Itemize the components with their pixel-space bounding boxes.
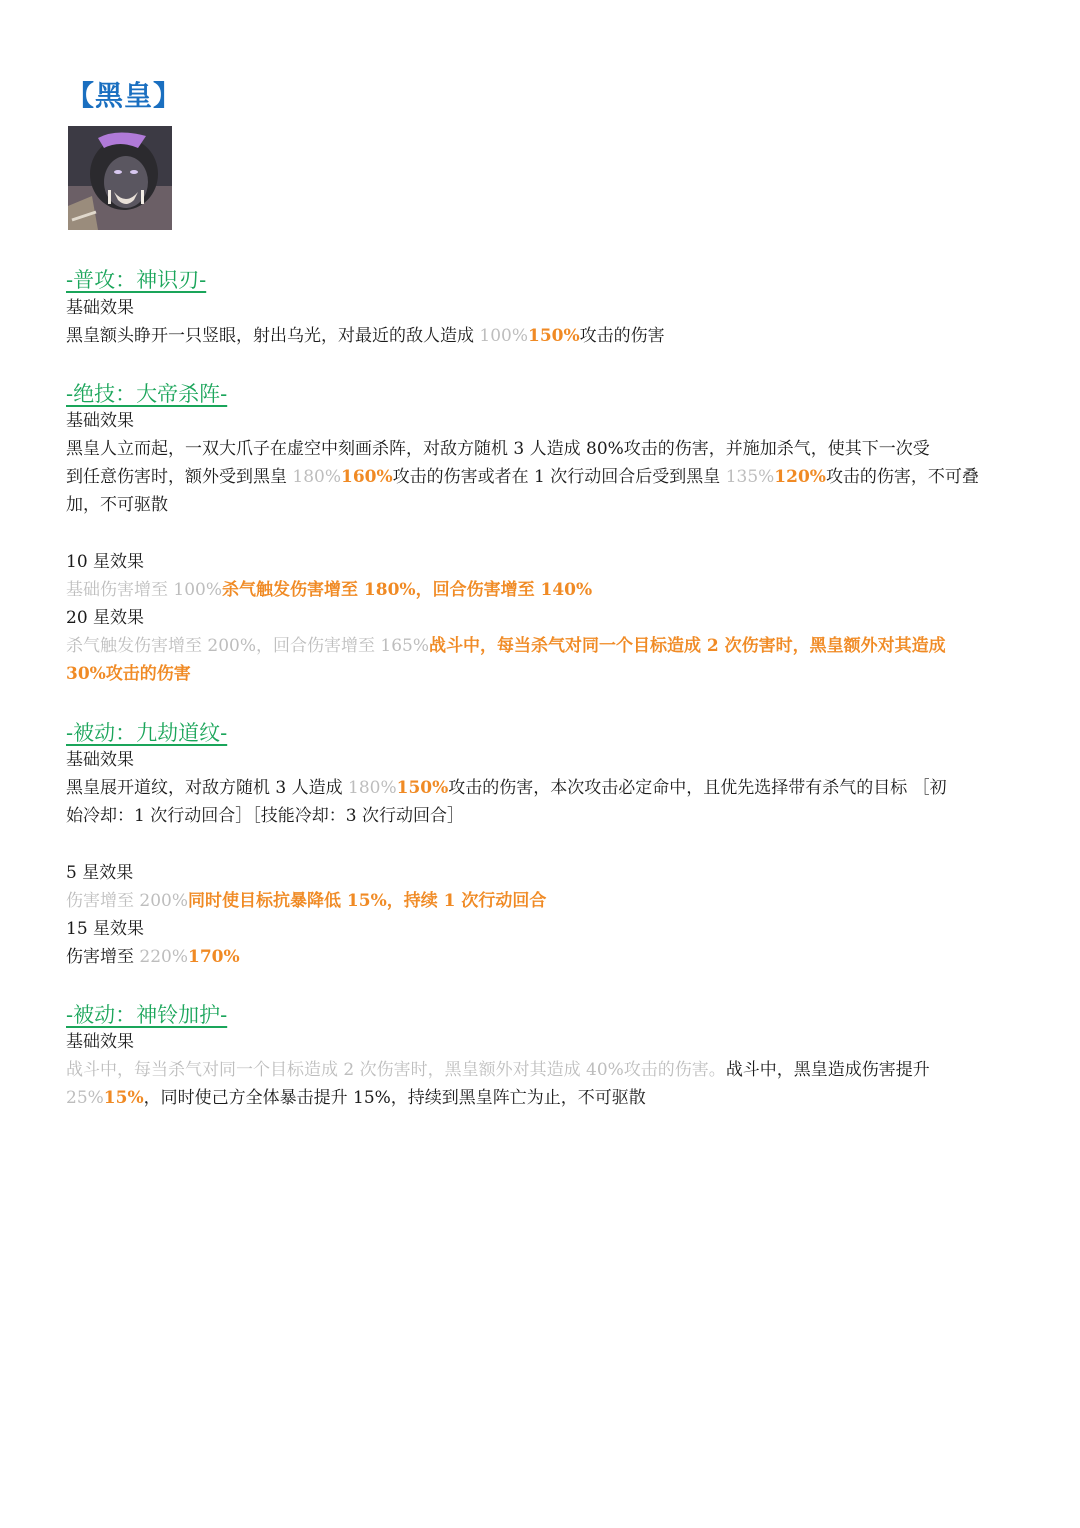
new-value: 160% bbox=[341, 467, 393, 487]
skill-description: 战斗中，每当杀气对同一个目标造成 2 次伤害时，黑皇额外对其造成 40%攻击的伤害。战斗中，黑皇造成伤害提升 bbox=[66, 1060, 930, 1080]
basic-effect-label: 基础效果 bbox=[66, 411, 134, 431]
old-value: 180% bbox=[292, 467, 342, 487]
star-effect-text bbox=[66, 576, 592, 604]
new-value: 15% bbox=[103, 1088, 144, 1108]
old-value: 180% bbox=[348, 778, 397, 798]
basic-effect-label: 基础效果 bbox=[66, 750, 134, 770]
star-effect-text: 伤害增至 220%170% bbox=[66, 947, 240, 967]
skill-description: 25%15%，同时使己方全体暴击提升 15%，持续到黑皇阵亡为止，不可驱散 bbox=[66, 1088, 646, 1108]
hero-portrait bbox=[68, 126, 172, 230]
hero-title: 【黑皇】 bbox=[66, 79, 183, 112]
old-value: 25% bbox=[66, 1088, 104, 1108]
skill-description: 黑皇展开道纹，对敌方随机 3 人造成 180%150%攻击的伤害，本次攻击必定命中，且优先选择带有杀气的目标 ［初 bbox=[66, 778, 947, 798]
skill-heading: -被动：神铃加护- bbox=[66, 1003, 228, 1027]
old-value: 伤害增至 200% bbox=[66, 891, 189, 911]
star-effect-label: 15 星效果 bbox=[66, 919, 145, 939]
old-value: 100% bbox=[479, 326, 529, 346]
new-value: 同时使目标抗暴降低 15%，持续 1 次行动回合 bbox=[188, 891, 547, 911]
skill-description: 到任意伤害时，额外受到黑皇 180%160%攻击的伤害或者在 1 次行动回合后受到黑皇 135%120%攻击的伤害，不可叠 bbox=[66, 467, 979, 487]
star-effect-text bbox=[66, 632, 946, 660]
old-value: 220% bbox=[139, 947, 189, 967]
skill-heading: -被动：九劫道纹- bbox=[66, 721, 228, 745]
star-effect-text bbox=[66, 887, 546, 915]
new-value: 战斗中，每当杀气对同一个目标造成 2 次伤害时，黑皇额外对其造成 bbox=[429, 636, 946, 656]
new-value: 150% bbox=[396, 778, 449, 798]
new-value: 120% bbox=[774, 467, 826, 487]
basic-effect-label: 基础效果 bbox=[66, 298, 134, 318]
new-value: 杀气触发伤害增至 180%，回合伤害增至 140% bbox=[222, 580, 593, 600]
new-value: 30%攻击的伤害 bbox=[66, 664, 191, 684]
skill-description: 黑皇人立而起，一双大爪子在虚空中刻画杀阵，对敌方随机 3 人造成 80%攻击的伤害，并施加杀气，使其下一次受 bbox=[66, 439, 930, 459]
star-effect-text bbox=[66, 660, 191, 688]
old-value: 基础伤害增至 100% bbox=[66, 580, 223, 600]
skill-heading: -普攻：神识刃- bbox=[66, 268, 207, 292]
star-effect-label: 10 星效果 bbox=[66, 552, 145, 572]
new-value: 170% bbox=[188, 947, 240, 967]
skill-heading: -绝技：大帝杀阵- bbox=[66, 382, 228, 406]
skill-description: 加，不可驱散 bbox=[66, 495, 168, 515]
skill-description: 始冷却：1 次行动回合］［技能冷却：3 次行动回合］ bbox=[66, 806, 464, 826]
basic-effect-label: 基础效果 bbox=[66, 1032, 134, 1052]
skill-description: 黑皇额头睁开一只竖眼，射出乌光，对最近的敌人造成 100%150%攻击的伤害 bbox=[66, 326, 665, 346]
star-effect-label: 20 星效果 bbox=[66, 608, 145, 628]
old-value: 135% bbox=[725, 467, 775, 487]
star-effect-label: 5 星效果 bbox=[66, 863, 134, 883]
old-value: 杀气触发伤害增至 200%，回合伤害增至 165% bbox=[66, 636, 430, 656]
old-value: 战斗中，每当杀气对同一个目标造成 2 次伤害时，黑皇额外对其造成 40%攻击的伤害。 bbox=[66, 1060, 726, 1080]
new-value: 150% bbox=[528, 326, 580, 346]
